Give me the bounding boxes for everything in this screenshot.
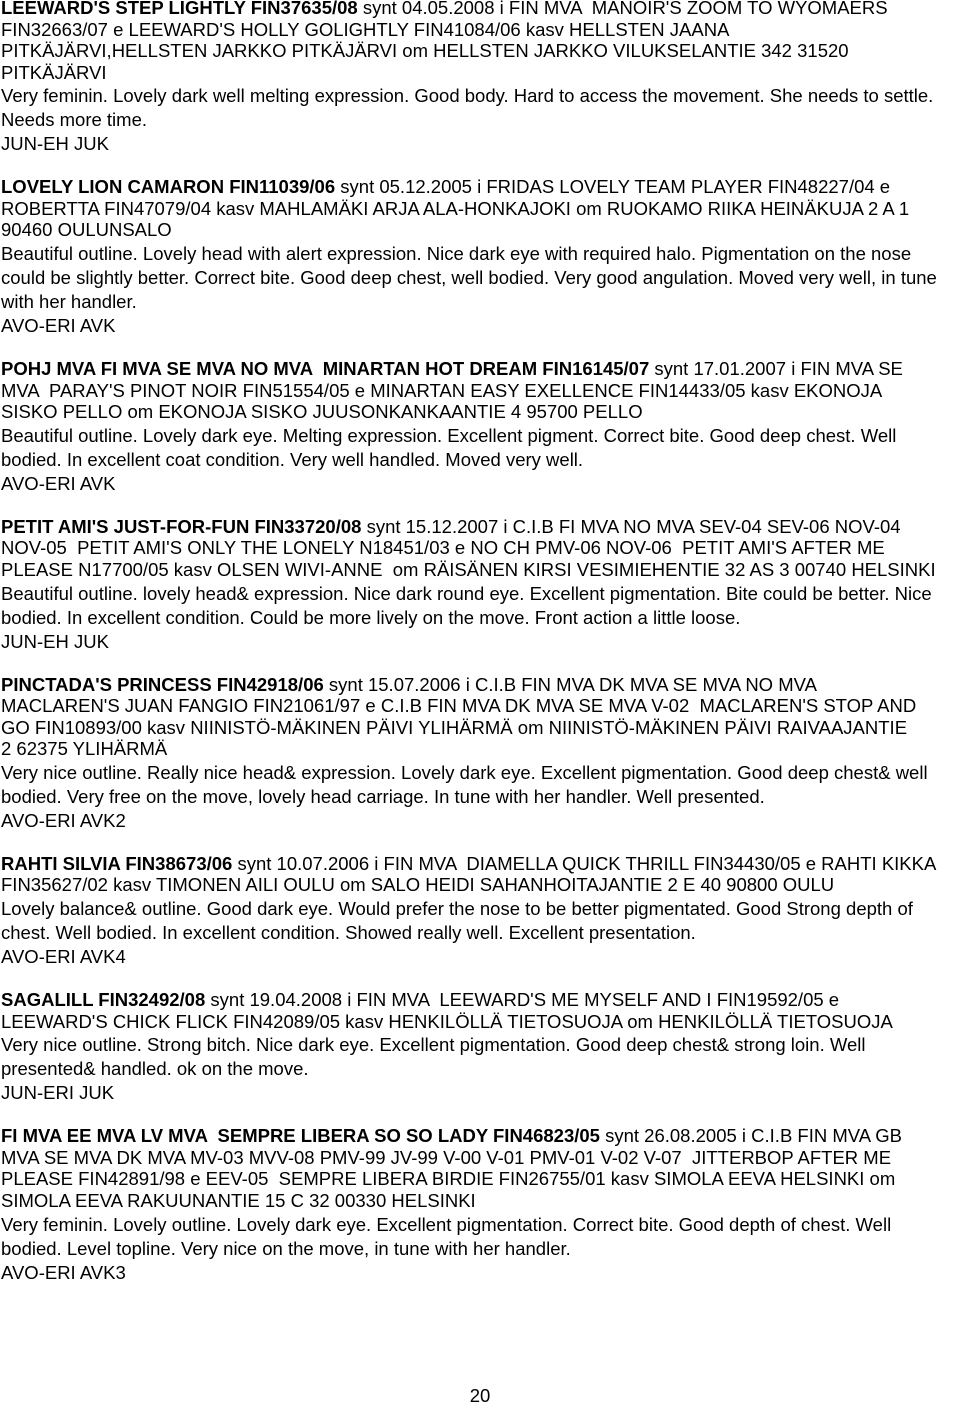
critique-line: chest. Well bodied. In excellent condition. Showed really well. Excellent presentation. [1, 922, 696, 943]
dog-entry [1, 0, 956, 156]
entry-details-line: GO FIN10893/00 kasv NIINISTÖ-MÄKINEN PÄIVI YLIHÄRMÄ om NIINISTÖ-MÄKINEN PÄIVI RAIVAAJANTIE [1, 716, 908, 738]
entry-header-line [1, 853, 956, 875]
critique-line: Very nice outline. Strong bitch. Nice dark eye. Excellent pigmentation. Good deep chest& strong loin. Well [1, 1034, 866, 1056]
critique [1, 761, 956, 833]
critique [1, 1033, 956, 1105]
critique-line: Very nice outline. Really nice head& expression. Lovely dark eye. Excellent pigmentation. Good deep chest& well [1, 761, 928, 783]
entry-details-line: LEEWARD'S CHICK FLICK FIN42089/05 kasv HENKILÖLLÄ TIETOSUOJA om HENKILÖLLÄ TIETOSUOJA [1, 1010, 893, 1032]
entry-details-text: synt 17.01.2007 i FIN MVA SE [654, 358, 903, 379]
award-result: AVO-ERI AVK [1, 472, 116, 494]
critique-line: Beautiful outline. Lovely dark eye. Melting expression. Excellent pigment. Correct bite. Good deep chest. Well [1, 424, 897, 446]
entry-registration [1, 516, 956, 581]
entry-details-line: ROBERTTA FIN47079/04 kasv MAHLAMÄKI ARJA ALA-HONKAJOKI om RUOKAMO RIIKA HEINÄKUJA 2 A 1 [1, 197, 910, 219]
entry-details-line: PLEASE N17700/05 kasv OLSEN WIVI-ANNE om RÄISÄNEN KIRSI VESIMIEHENTIE 32 AS 3 00740 HELSINKI [1, 558, 936, 580]
dog-name: PINCTADA'S PRINCESS FIN42918/06 [1, 673, 324, 695]
entry-details-line: FIN32663/07 e LEEWARD'S HOLLY GOLIGHTLY FIN41084/06 kasv HELLSTEN JAANA [1, 18, 730, 40]
entry-header-line [1, 989, 956, 1011]
award-result: AVO-ERI AVK2 [1, 809, 126, 831]
critique-line: bodied. Level topline. Very nice on the move, in tune with her handler. [1, 1237, 571, 1259]
entry-details-text: synt 10.07.2006 i FIN MVA DIAMELLA QUICK THRILL FIN34430/05 e RAHTI KIKKA [237, 852, 937, 874]
entry-details-text: synt 19.04.2008 i FIN MVA LEEWARD'S ME MYSELF AND I FIN19592/05 e [210, 989, 840, 1010]
award-result: JUN-EH JUK [1, 133, 109, 155]
critique [1, 1213, 956, 1285]
entry-details-text: synt 04.05.2008 i FIN MVA MANOIR'S ZOOM TO WYOMAERS [362, 0, 888, 18]
critique [1, 897, 956, 969]
dog-entry [1, 1125, 956, 1284]
award-result: AVO-ERI AVK4 [1, 946, 126, 967]
dog-entry [1, 176, 956, 338]
critique-line: Beautiful outline. Lovely head with alert expression. Nice dark eye with required halo. Pigmentation on the nose [1, 243, 912, 264]
entry-registration [1, 674, 956, 760]
entry-header-line [1, 358, 956, 380]
entry-details-line: MVA SE MVA DK MVA MV-03 MVV-08 PMV-99 JV-99 V-00 V-01 PMV-01 V-02 V-07 JITTERBOP AFTER ME [1, 1146, 892, 1168]
entry-registration [1, 358, 956, 423]
critique-line: could be slightly better. Correct bite. Good deep chest, well bodied. Very good angulation. Moved very well, in tune [1, 267, 937, 288]
critique-line: Beautiful outline. lovely head& expression. Nice dark round eye. Excellent pigmentation. Bite could be better. Nice [1, 582, 932, 604]
critique-line: with her handler. [1, 291, 137, 312]
entry-registration [1, 0, 956, 83]
entry-details-line: MACLAREN'S JUAN FANGIO FIN21061/97 e C.I.B FIN MVA DK MVA SE MVA V-02 MACLAREN'S STOP AND [1, 695, 917, 716]
critique-line: bodied. In excellent condition. Could be more lively on the move. Front action a little loose. [1, 606, 741, 628]
entry-header-line [1, 176, 956, 198]
entry-details-line: MVA PARAY'S PINOT NOIR FIN51554/05 e MINARTAN EASY EXELLENCE FIN14433/05 kasv EKONOJA [1, 379, 883, 401]
critique-line: Needs more time. [1, 109, 147, 131]
results-list [1, 0, 956, 1285]
entry-details-text: synt 05.12.2005 i FRIDAS LOVELY TEAM PLAYER FIN48227/04 e [340, 176, 891, 198]
dog-entry [1, 853, 956, 969]
critique [1, 424, 956, 496]
dog-entry [1, 516, 956, 654]
critique-line: Very feminin. Lovely dark well melting expression. Good body. Hard to access the movement. She needs to settle. [1, 85, 934, 107]
entry-details-line: NOV-05 PETIT AMI'S ONLY THE LONELY N18451/03 e NO CH PMV-06 NOV-06 PETIT AMI'S AFTER ME [1, 537, 885, 559]
dog-name: RAHTI SILVIA FIN38673/06 [1, 852, 233, 874]
entry-details-line: PITKÄJÄRVI [1, 61, 107, 83]
entry-header-line [1, 516, 956, 538]
entry-details-line: 90460 OULUNSALO [1, 219, 172, 241]
award-result: JUN-ERI JUK [1, 1082, 115, 1104]
dog-name: PETIT AMI'S JUST-FOR-FUN FIN33720/08 [1, 515, 362, 537]
entry-details-text: synt 15.07.2006 i C.I.B FIN MVA DK MVA SE MVA NO MVA [328, 673, 817, 695]
critique-line: presented& handled. ok on the move. [1, 1058, 309, 1080]
dog-entry [1, 358, 956, 496]
dog-entry [1, 989, 956, 1105]
entry-details-line: FIN35627/02 kasv TIMONEN AILI OULU om SALO HEIDI SAHANHOITAJANTIE 2 E 40 90800 OULU [1, 874, 835, 896]
entry-registration [1, 989, 956, 1032]
award-result: JUN-EH JUK [1, 630, 109, 652]
entry-registration [1, 1125, 956, 1211]
entry-header-line [1, 0, 956, 19]
entry-header-line [1, 674, 956, 696]
entry-header-line [1, 1125, 956, 1147]
dog-name: LEEWARD'S STEP LIGHTLY FIN37635/08 [1, 0, 358, 18]
critique-line: bodied. Very free on the move, lovely head carriage. In tune with her handler. Well presented. [1, 785, 765, 807]
critique [1, 242, 956, 338]
entry-registration [1, 853, 956, 896]
dog-name: SAGALILL FIN32492/08 [1, 989, 206, 1010]
critique [1, 84, 956, 156]
dog-name: FI MVA EE MVA LV MVA SEMPRE LIBERA SO SO LADY FIN46823/05 [1, 1125, 600, 1147]
entry-details-line: SIMOLA EEVA RAKUUNANTIE 15 C 32 00330 HELSINKI [1, 1189, 476, 1211]
entry-details-line: PLEASE FIN42891/98 e EEV-05 SEMPRE LIBERA BIRDIE FIN26755/01 kasv SIMOLA EEVA HELSINKI om [1, 1168, 896, 1190]
entry-details-line: PITKÄJÄRVI,HELLSTEN JARKKO PITKÄJÄRVI om HELLSTEN JARKKO VILUKSELANTIE 342 31520 [1, 40, 849, 61]
page-number: 20 [469, 1385, 491, 1406]
entry-details-line: SISKO PELLO om EKONOJA SISKO JUUSONKANKAANTIE 4 95700 PELLO [1, 401, 643, 422]
critique-line: Very feminin. Lovely outline. Lovely dark eye. Excellent pigmentation. Correct bite. Good depth of chest. Well [1, 1213, 892, 1235]
critique [1, 582, 956, 654]
entry-details-line: 2 62375 YLIHÄRMÄ [1, 738, 168, 759]
award-result: AVO-ERI AVK [1, 315, 116, 336]
entry-registration [1, 176, 956, 241]
entry-details-text: synt 15.12.2007 i C.I.B FI MVA NO MVA SEV-04 SEV-06 NOV-04 [366, 515, 901, 537]
dog-name: POHJ MVA FI MVA SE MVA NO MVA MINARTAN HOT DREAM FIN16145/07 [1, 358, 650, 379]
entry-details-text: synt 26.08.2005 i C.I.B FIN MVA GB [605, 1125, 902, 1147]
critique-line: bodied. In excellent coat condition. Very well handled. Moved very well. [1, 448, 584, 470]
critique-line: Lovely balance& outline. Good dark eye. Would prefer the nose to be better pigmentated. Good Strong depth of [1, 898, 913, 919]
dog-name: LOVELY LION CAMARON FIN11039/06 [1, 176, 336, 198]
dog-entry [1, 674, 956, 833]
award-result: AVO-ERI AVK3 [1, 1261, 126, 1283]
